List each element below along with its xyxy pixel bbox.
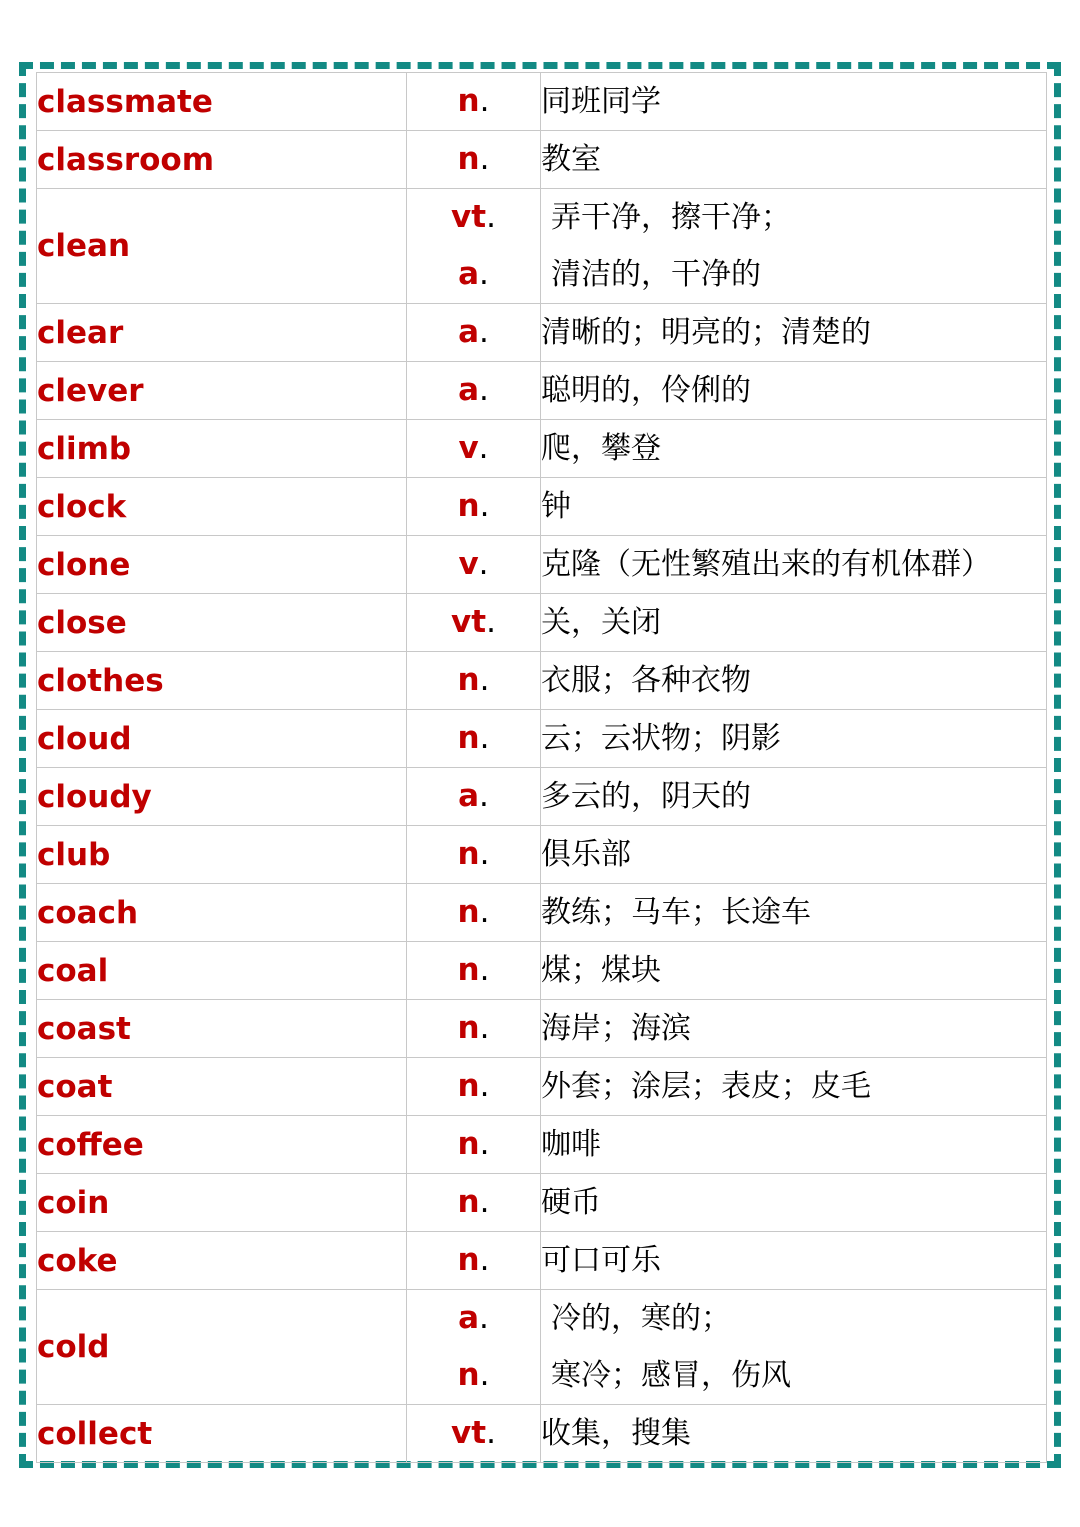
definition-text: 俱乐部 xyxy=(541,837,631,872)
pos-dot: . xyxy=(486,604,496,640)
part-of-speech xyxy=(407,1347,540,1404)
table-row xyxy=(37,884,1047,942)
table-row xyxy=(37,478,1047,536)
pos-cell xyxy=(407,420,541,478)
definition-text: 可口可乐 xyxy=(541,1243,661,1278)
pos-dot: . xyxy=(479,894,490,930)
part-of-speech xyxy=(407,652,540,709)
pos-cell xyxy=(407,1405,541,1463)
word-cell: classroom xyxy=(37,131,407,189)
pos-label: n xyxy=(457,1242,480,1278)
pos-cell xyxy=(407,189,541,304)
definition-text: 钟 xyxy=(541,489,571,524)
part-of-speech xyxy=(407,246,540,303)
word-cell: cold xyxy=(37,1290,407,1405)
pos-cell xyxy=(407,1174,541,1232)
part-of-speech xyxy=(407,1000,540,1057)
part-of-speech xyxy=(407,884,540,941)
pos-cell xyxy=(407,594,541,652)
table-row xyxy=(37,826,1047,884)
pos-label: a xyxy=(458,314,480,350)
pos-dot: . xyxy=(479,83,490,119)
table-row xyxy=(37,1058,1047,1116)
pos-label: n xyxy=(457,1010,480,1046)
pos-dot: . xyxy=(479,488,490,524)
table-row xyxy=(37,362,1047,420)
pos-cell xyxy=(407,73,541,131)
part-of-speech xyxy=(407,1232,540,1289)
definition-text: 冷的，寒的； xyxy=(551,1301,731,1336)
word-cell: coat xyxy=(37,1058,407,1116)
table-row xyxy=(37,652,1047,710)
table-row xyxy=(37,768,1047,826)
pos-label: n xyxy=(457,1068,480,1104)
definition-cell xyxy=(541,594,1047,652)
word-cell: clock xyxy=(37,478,407,536)
pos-dot: . xyxy=(486,199,496,235)
pos-label: n xyxy=(457,141,480,177)
part-of-speech xyxy=(407,594,540,651)
pos-label: n xyxy=(457,894,480,930)
definition-text: 教室 xyxy=(541,142,601,177)
pos-cell xyxy=(407,1290,541,1405)
table-row xyxy=(37,1290,1047,1405)
definition-cell xyxy=(541,362,1047,420)
word-cell: cloud xyxy=(37,710,407,768)
pos-label: n xyxy=(457,836,480,872)
pos-label: v xyxy=(458,546,479,582)
definition-text: 清晰的；明亮的；清楚的 xyxy=(541,315,871,350)
pos-dot: . xyxy=(479,1126,490,1162)
definition-cell xyxy=(541,189,1047,304)
definition-text: 寒冷；感冒，伤风 xyxy=(551,1358,791,1393)
definition-text: 爬，攀登 xyxy=(541,431,661,466)
definition-cell xyxy=(541,942,1047,1000)
part-of-speech xyxy=(407,73,540,130)
pos-dot: . xyxy=(479,141,490,177)
pos-dot: . xyxy=(479,1184,490,1220)
table-row xyxy=(37,304,1047,362)
definition-text: 关，关闭 xyxy=(541,605,661,640)
table-row xyxy=(37,189,1047,304)
definition-text: 弄干净，擦干净； xyxy=(551,200,791,235)
definition-text: 外套；涂层；表皮；皮毛 xyxy=(541,1069,871,1104)
pos-label: n xyxy=(457,662,480,698)
pos-label: n xyxy=(457,1184,480,1220)
word-cell: clear xyxy=(37,304,407,362)
pos-dot: . xyxy=(479,372,489,408)
pos-dot: . xyxy=(479,256,489,292)
part-of-speech xyxy=(407,536,540,593)
word-cell: clever xyxy=(37,362,407,420)
word-cell: climb xyxy=(37,420,407,478)
definition-text: 云；云状物；阴影 xyxy=(541,721,781,756)
table-row xyxy=(37,420,1047,478)
word-cell: classmate xyxy=(37,73,407,131)
word-cell: coffee xyxy=(37,1116,407,1174)
word-cell: coke xyxy=(37,1232,407,1290)
table-row xyxy=(37,942,1047,1000)
definition-cell xyxy=(541,304,1047,362)
definition-text: 煤；煤块 xyxy=(541,953,661,988)
pos-label: n xyxy=(457,1357,480,1393)
pos-dot: . xyxy=(479,952,490,988)
pos-cell xyxy=(407,478,541,536)
pos-dot: . xyxy=(479,836,490,872)
pos-dot: . xyxy=(479,1068,490,1104)
pos-label: vt xyxy=(451,604,487,640)
word-cell: clone xyxy=(37,536,407,594)
definition-text: 收集，搜集 xyxy=(541,1416,691,1451)
word-cell: coin xyxy=(37,1174,407,1232)
table-row xyxy=(37,1174,1047,1232)
pos-label: a xyxy=(458,372,480,408)
pos-label: n xyxy=(457,720,480,756)
pos-cell xyxy=(407,942,541,1000)
table-row xyxy=(37,73,1047,131)
pos-label: n xyxy=(457,952,480,988)
definition-text: 清洁的，干净的 xyxy=(551,257,761,292)
pos-dot: . xyxy=(486,1415,496,1451)
pos-cell xyxy=(407,710,541,768)
vocabulary-table xyxy=(36,72,1047,1463)
pos-label: a xyxy=(458,778,480,814)
definition-cell xyxy=(541,131,1047,189)
definition-cell xyxy=(541,768,1047,826)
word-cell: coast xyxy=(37,1000,407,1058)
part-of-speech xyxy=(407,131,540,188)
pos-cell xyxy=(407,536,541,594)
definition-cell xyxy=(541,1000,1047,1058)
definition-text: 硬币 xyxy=(541,1185,601,1220)
definition-cell xyxy=(541,536,1047,594)
definition-text: 聪明的，伶俐的 xyxy=(541,373,751,408)
table-row xyxy=(37,594,1047,652)
pos-cell xyxy=(407,1116,541,1174)
pos-cell xyxy=(407,362,541,420)
pos-cell xyxy=(407,304,541,362)
word-cell: club xyxy=(37,826,407,884)
pos-cell xyxy=(407,652,541,710)
pos-cell xyxy=(407,1058,541,1116)
definition-cell xyxy=(541,73,1047,131)
word-cell: coal xyxy=(37,942,407,1000)
pos-label: a xyxy=(458,1300,480,1336)
pos-label: a xyxy=(458,256,480,292)
pos-cell xyxy=(407,826,541,884)
pos-dot: . xyxy=(478,430,489,466)
part-of-speech xyxy=(407,420,540,477)
table-row xyxy=(37,1116,1047,1174)
word-cell: cloudy xyxy=(37,768,407,826)
pos-cell xyxy=(407,768,541,826)
word-cell: collect xyxy=(37,1405,407,1463)
part-of-speech xyxy=(407,189,540,246)
definition-text: 教练；马车；长途车 xyxy=(541,895,811,930)
definition-cell xyxy=(541,420,1047,478)
pos-cell xyxy=(407,1000,541,1058)
pos-cell xyxy=(407,1232,541,1290)
definition-cell xyxy=(541,1290,1047,1405)
part-of-speech xyxy=(407,710,540,767)
part-of-speech xyxy=(407,362,540,419)
word-cell: coach xyxy=(37,884,407,942)
definition-cell xyxy=(541,710,1047,768)
pos-dot: . xyxy=(478,546,489,582)
pos-label: n xyxy=(457,488,480,524)
part-of-speech xyxy=(407,304,540,361)
pos-cell xyxy=(407,131,541,189)
pos-dot: . xyxy=(479,314,489,350)
definition-cell xyxy=(541,652,1047,710)
part-of-speech xyxy=(407,826,540,883)
part-of-speech xyxy=(407,1290,540,1347)
pos-dot: . xyxy=(479,662,490,698)
definition-cell xyxy=(541,478,1047,536)
definition-cell xyxy=(541,1232,1047,1290)
word-cell: close xyxy=(37,594,407,652)
part-of-speech xyxy=(407,478,540,535)
pos-dot: . xyxy=(479,1357,490,1393)
part-of-speech xyxy=(407,1405,540,1462)
pos-label: n xyxy=(457,83,480,119)
table-row xyxy=(37,1232,1047,1290)
definition-text: 同班同学 xyxy=(541,84,661,119)
definition-text: 克隆（无性繁殖出来的有机体群） xyxy=(541,547,991,582)
definition-text: 海岸；海滨 xyxy=(541,1011,691,1046)
pos-dot: . xyxy=(479,1300,489,1336)
definition-cell xyxy=(541,1116,1047,1174)
part-of-speech xyxy=(407,1116,540,1173)
pos-label: v xyxy=(458,430,479,466)
table-row xyxy=(37,1000,1047,1058)
pos-dot: . xyxy=(479,1010,490,1046)
table-row xyxy=(37,536,1047,594)
word-cell: clean xyxy=(37,189,407,304)
part-of-speech xyxy=(407,1058,540,1115)
pos-label: vt xyxy=(451,199,487,235)
part-of-speech xyxy=(407,1174,540,1231)
pos-dot: . xyxy=(479,720,490,756)
definition-cell xyxy=(541,1174,1047,1232)
pos-dot: . xyxy=(479,1242,490,1278)
pos-label: vt xyxy=(451,1415,487,1451)
part-of-speech xyxy=(407,768,540,825)
table-row xyxy=(37,710,1047,768)
table-row xyxy=(37,1405,1047,1463)
table-row xyxy=(37,131,1047,189)
part-of-speech xyxy=(407,942,540,999)
definition-text: 多云的，阴天的 xyxy=(541,779,751,814)
pos-label: n xyxy=(457,1126,480,1162)
word-cell: clothes xyxy=(37,652,407,710)
definition-cell xyxy=(541,1058,1047,1116)
definition-text: 衣服；各种衣物 xyxy=(541,663,751,698)
definition-cell xyxy=(541,826,1047,884)
definition-text: 咖啡 xyxy=(541,1127,601,1162)
pos-cell xyxy=(407,884,541,942)
definition-cell xyxy=(541,1405,1047,1463)
pos-dot: . xyxy=(479,778,489,814)
definition-cell xyxy=(541,884,1047,942)
